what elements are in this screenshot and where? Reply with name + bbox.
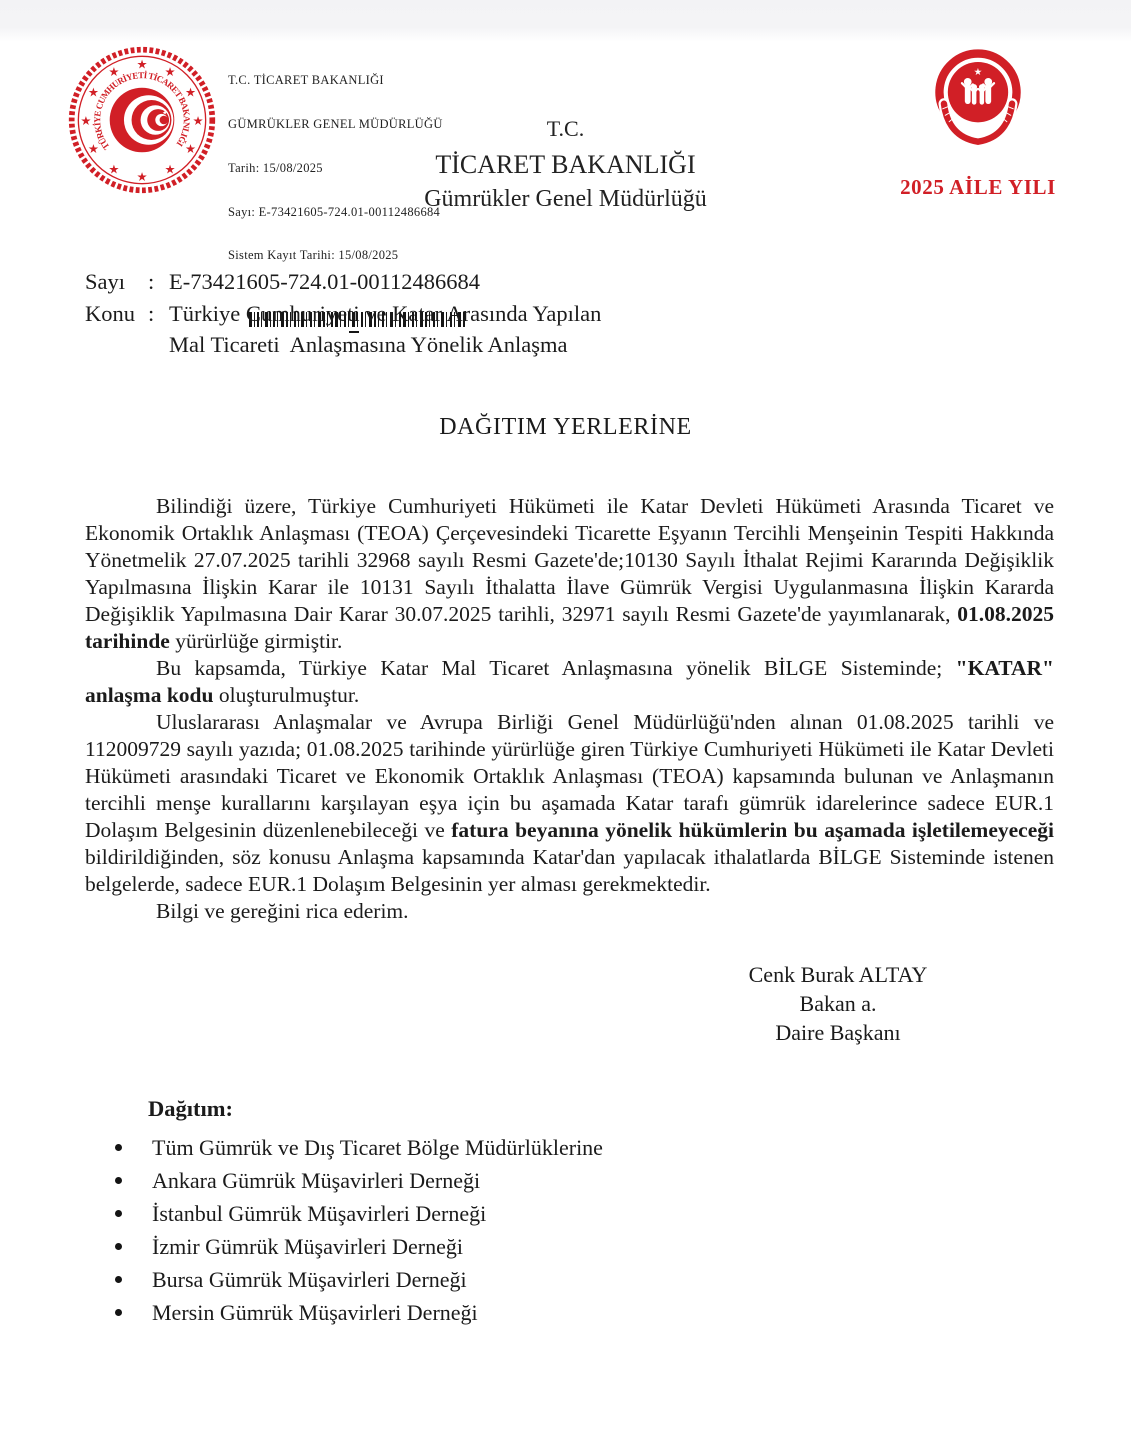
letter-meta — [85, 266, 601, 361]
family-year-label: 2025 AİLE YILI — [900, 175, 1056, 199]
list-item — [85, 1131, 603, 1164]
svg-text:★: ★ — [108, 65, 120, 80]
svg-text:★: ★ — [973, 66, 983, 78]
distribution-heading: Dağıtım: — [148, 1096, 233, 1121]
list-item-label: İstanbul Gümrük Müşavirleri Derneği — [152, 1200, 487, 1226]
list-item — [85, 1296, 603, 1329]
distribution-section — [85, 1096, 603, 1329]
recipient-heading: DAĞITIM YERLERİNE — [439, 414, 692, 440]
list-item — [85, 1197, 603, 1230]
svg-text:★: ★ — [162, 110, 168, 117]
konu-row — [85, 298, 601, 330]
letterhead-directorate: Gümrükler Genel Müdürlüğü — [424, 186, 707, 212]
bullet-icon — [115, 1210, 122, 1217]
letter-body — [85, 493, 1054, 925]
paragraph-1: Bilindiği üzere, Türkiye Cumhuriyeti Hükümeti ile Katar Devleti Hükümeti Arasında Ticaret ve Ekonomik Ortaklık Anlaşması (TEOA) Çerçevesindeki Ticarette Eşyanın Tercihli Menşeinin Tespiti Hakkında Yönetmelik 27.07.2025 tarihli 32968 sayılı Resmi Gazete'de;10130 Sayılı İthalat Rejimi Kararında Değişiklik Yapılmasına İlişkin Karar ile 10131 Sayılı İthalatta İlave Gümrük Vergisi Uygulanmasına İlişkin Kararda Değişiklik Yapılmasına Dair Karar 30.07.2025 tarihli, 32971 sayılı Resmi Gazete'de yayımlanarak, 01.08.2025 tarihinde yürürlüğe girmiştir. — [85, 494, 1054, 653]
seal-arc-text: TÜRKİYE CUMHURİYETİ TİCARET BAKANLIĞI — [92, 70, 192, 152]
konu-value-line2: Mal Ticareti Anlaşmasına Yönelik Anlaşma — [169, 332, 568, 357]
stamp-line: Sayı: E-73421605-724.01-00112486684 — [228, 204, 441, 219]
colon: : — [148, 300, 155, 326]
signer-name: Cenk Burak ALTAY — [748, 962, 928, 987]
svg-text:★: ★ — [108, 162, 120, 177]
bullet-icon — [115, 1177, 122, 1184]
list-item-label: Tüm Gümrük ve Dış Ticaret Bölge Müdürlüklerine — [152, 1134, 603, 1160]
paragraph-3: Uluslararası Anlaşmalar ve Avrupa Birliği Genel Müdürlüğü'nden alınan 01.08.2025 tarihli ve 112009729 sayılı yazıda; 01.08.2025 tarihinde yürürlüğe giren Türkiye Cumhuriyeti Hükümeti ile Katar Devleti Hükümeti arasındaki Ticaret ve Ekonomik Ortaklık Anlaşması (TEOA) kapsamında bulunan ve Anlaşmanın tercihli menşe kurallarını karşılayan eşya için bu aşamada Katar tarafı gümrük idarelerince sadece EUR.1 Dolaşım Belgesinin düzenlenebileceği ve fatura beyanına yönelik hükümlerin bu aşamada işletilemeyeceği bildirildiğinden, söz konusu Anlaşma kapsamında Katar'dan yapılacak ithalatlarda BİLGE Sisteminde istenen belgelerde, sadece EUR.1 Dolaşım Belgesinin yer alması gerekmektedir. — [85, 710, 1054, 896]
paragraph-2: Bu kapsamda, Türkiye Katar Mal Ticaret Anlaşmasına yönelik BİLGE Sisteminde; "KATAR" anlaşma kodu oluşturulmuştur. — [85, 656, 1054, 707]
sayi-label: Sayı — [85, 269, 126, 294]
bullet-icon — [115, 1309, 122, 1316]
family-year-logo — [892, 42, 1064, 200]
distribution-list — [85, 1131, 603, 1329]
page-top-band — [0, 0, 1131, 42]
sayi-row — [85, 266, 601, 298]
konu-value-line1: Türkiye Cumhuriyeti ve Katar Arasında Yapılan — [169, 300, 602, 326]
svg-text:★: ★ — [87, 85, 99, 100]
bullet-icon — [115, 1276, 122, 1283]
konu-row-continued — [85, 329, 601, 361]
svg-text:★: ★ — [164, 162, 176, 177]
signer-title: Daire Başkanı — [775, 1020, 901, 1045]
list-item-label: Mersin Gümrük Müşavirleri Derneği — [152, 1299, 478, 1325]
list-item-label: İzmir Gümrük Müşavirleri Derneği — [152, 1233, 463, 1259]
stamp-line: T.C. TİCARET BAKANLIĞI — [228, 73, 384, 88]
bullet-icon — [115, 1243, 122, 1250]
stamp-line: Tarih: 15/08/2025 — [228, 160, 323, 175]
stamp-line: Sistem Kayıt Tarihi: 15/08/2025 — [228, 248, 399, 263]
closing-line: Bilgi ve gereğini rica ederim. — [156, 899, 409, 923]
list-item — [85, 1230, 603, 1263]
family-year-icon — [917, 42, 1039, 168]
letterhead-ministry: TİCARET BAKANLIĞI — [435, 150, 696, 179]
svg-text:★: ★ — [185, 141, 197, 156]
signer-on-behalf: Bakan a. — [799, 991, 877, 1016]
svg-text:★: ★ — [192, 113, 204, 128]
konu-label: Konu — [85, 300, 135, 326]
colon: : — [148, 269, 155, 294]
svg-text:★: ★ — [136, 169, 148, 184]
signature-block — [653, 960, 1023, 1047]
svg-text:★: ★ — [80, 113, 92, 128]
bullet-icon — [115, 1144, 122, 1151]
list-item-label: Ankara Gümrük Müşavirleri Derneği — [152, 1167, 481, 1193]
svg-text:★: ★ — [164, 65, 176, 80]
svg-text:★: ★ — [185, 85, 197, 100]
list-item — [85, 1164, 603, 1197]
svg-text:★: ★ — [87, 141, 99, 156]
svg-text:★: ★ — [136, 57, 148, 72]
stamp-line: GÜMRÜKLER GENEL MÜDÜRLÜĞÜ — [228, 116, 443, 131]
sayi-value: E-73421605-724.01-00112486684 — [169, 269, 481, 294]
list-item-label: Bursa Gümrük Müşavirleri Derneği — [152, 1266, 467, 1292]
letterhead-tc: T.C. — [546, 116, 585, 141]
list-item — [85, 1263, 603, 1296]
